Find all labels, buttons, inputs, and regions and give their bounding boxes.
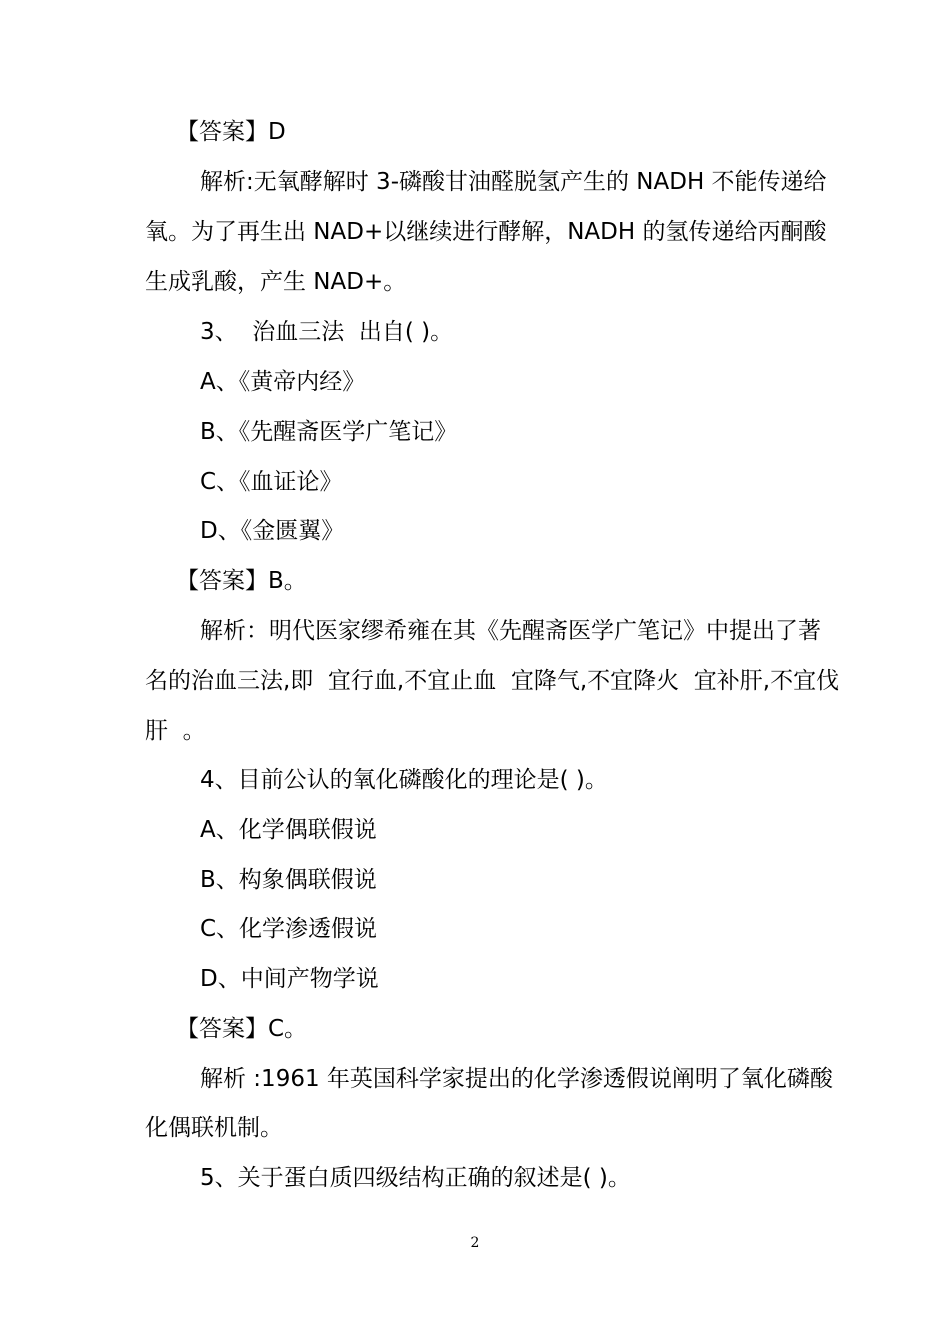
q3-option-a: A、《黄帝内经》 xyxy=(200,369,366,395)
explanation-q4-line-2: 化偶联机制。 xyxy=(145,1115,283,1141)
explanation-q2-line-3: 生成乳酸，产生 NAD+。 xyxy=(145,269,407,295)
q4-option-d: D、中间产物学说 xyxy=(200,966,379,992)
explanation-q4-line-1: 解析 :1961 年英国科学家提出的化学渗透假说阐明了氧化磷酸 xyxy=(200,1066,833,1092)
q4-option-a: A、化学偶联假说 xyxy=(200,817,377,843)
explanation-q3-line-2: 名的治血三法,即 宜行血,不宜止血 宜降气,不宜降火 宜补肝,不宜伐 xyxy=(145,668,840,694)
q3-option-d: D、《金匮翼》 xyxy=(200,518,345,544)
answer-line-q2: 【答案】D xyxy=(176,119,286,145)
explanation-q3-line-3: 肝 。 xyxy=(145,718,206,744)
explanation-q2-line-1: 解析:无氧酵解时 3-磷酸甘油醛脱氢产生的 NADH 不能传递给 xyxy=(200,169,827,195)
question-4: 4、目前公认的氧化磷酸化的理论是( )。 xyxy=(200,767,608,793)
answer-line-q3: 【答案】B。 xyxy=(176,568,307,594)
explanation-q2-line-2: 氧。为了再生出 NAD+以继续进行酵解，NADH 的氢传递给丙酮酸 xyxy=(145,219,827,245)
page-number: 2 xyxy=(470,1235,480,1251)
question-3: 3、 治血三法 出自( )。 xyxy=(200,319,454,345)
q4-option-b: B、构象偶联假说 xyxy=(200,867,377,893)
q3-option-b: B、《先醒斋医学广笔记》 xyxy=(200,419,458,445)
answer-line-q4: 【答案】C。 xyxy=(176,1016,308,1042)
q3-option-c: C、《血证论》 xyxy=(200,469,343,495)
explanation-q3-line-1: 解析：明代医家缪希雍在其《先醒斋医学广笔记》中提出了著 xyxy=(200,618,821,644)
q4-option-c: C、化学渗透假说 xyxy=(200,916,378,942)
question-5: 5、关于蛋白质四级结构正确的叙述是( )。 xyxy=(200,1165,631,1191)
